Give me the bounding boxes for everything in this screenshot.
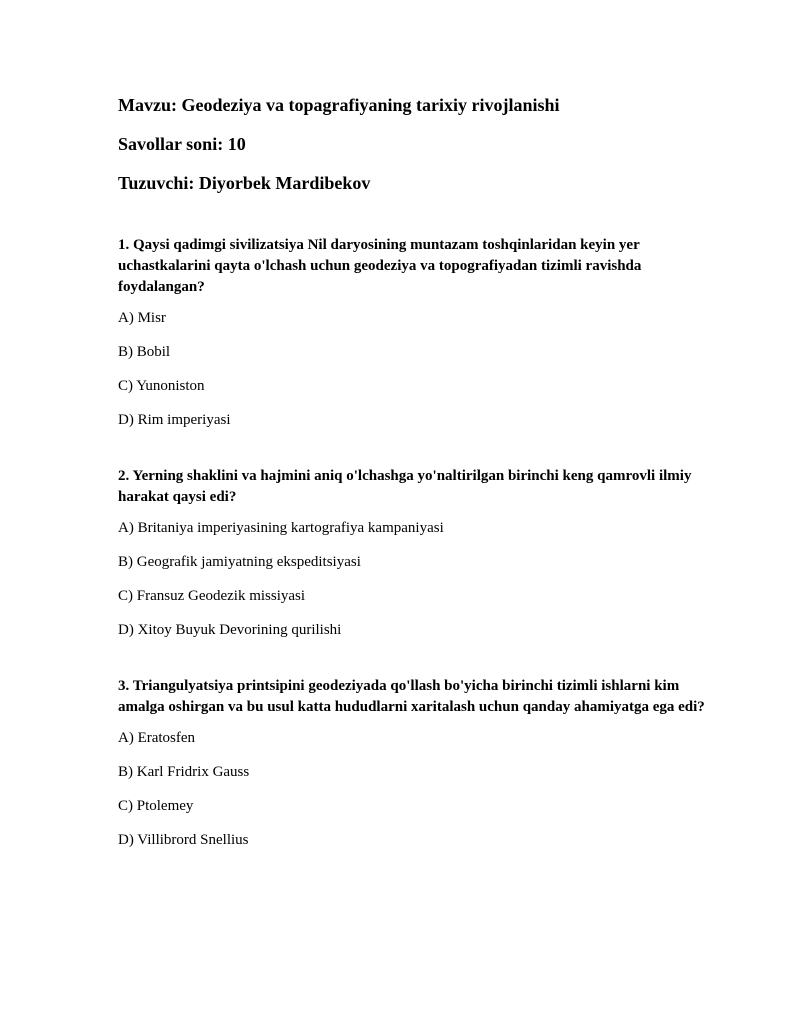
option-c: C) Ptolemey: [118, 798, 194, 814]
question-2: [118, 466, 710, 640]
option-c: C) Yunoniston: [118, 378, 205, 394]
document-header: [118, 0, 710, 195]
option-b: B) Karl Fridrix Gauss: [118, 764, 250, 780]
author-line: Tuzuvchi: Diyorbek Mardibekov: [118, 173, 371, 193]
question-text: 2. Yerning shaklini va hajmini aniq o'lchashga yo'naltirilgan birinchi keng qamrovli ilmiy harakat qaysi edi?: [118, 468, 692, 505]
question-list: [118, 235, 710, 850]
option-b: B) Geografik jamiyatning ekspeditsiyasi: [118, 554, 361, 570]
question-count: Savollar soni: 10: [118, 134, 246, 154]
topic-title: Mavzu: Geodeziya va topagrafiyaning tarixiy rivojlanishi: [118, 95, 560, 115]
question-3: [118, 676, 710, 850]
question-1: [118, 235, 710, 430]
option-a: A) Eratosfen: [118, 730, 196, 746]
option-c: C) Fransuz Geodezik missiyasi: [118, 588, 306, 604]
option-a: A) Misr: [118, 310, 166, 326]
option-d: D) Xitoy Buyuk Devorining qurilishi: [118, 622, 342, 638]
option-a: A) Britaniya imperiyasining kartografiya kampaniyasi: [118, 520, 444, 536]
option-d: D) Villibrord Snellius: [118, 832, 249, 848]
option-d: D) Rim imperiyasi: [118, 412, 231, 428]
option-b: B) Bobil: [118, 344, 171, 360]
question-text: 3. Triangulyatsiya printsipini geodeziyada qo'llash bo'yicha birinchi tizimli ishlarni kim amalga oshirgan va bu usul katta hududlarni xaritalash uchun qanday ahamiyatga ega edi?: [118, 678, 705, 715]
question-text: 1. Qaysi qadimgi sivilizatsiya Nil daryosining muntazam toshqinlaridan keyin yer uchastkalarini qayta o'lchash uchun geodeziya va topografiyadan tizimli ravishda foydalangan?: [118, 237, 642, 295]
